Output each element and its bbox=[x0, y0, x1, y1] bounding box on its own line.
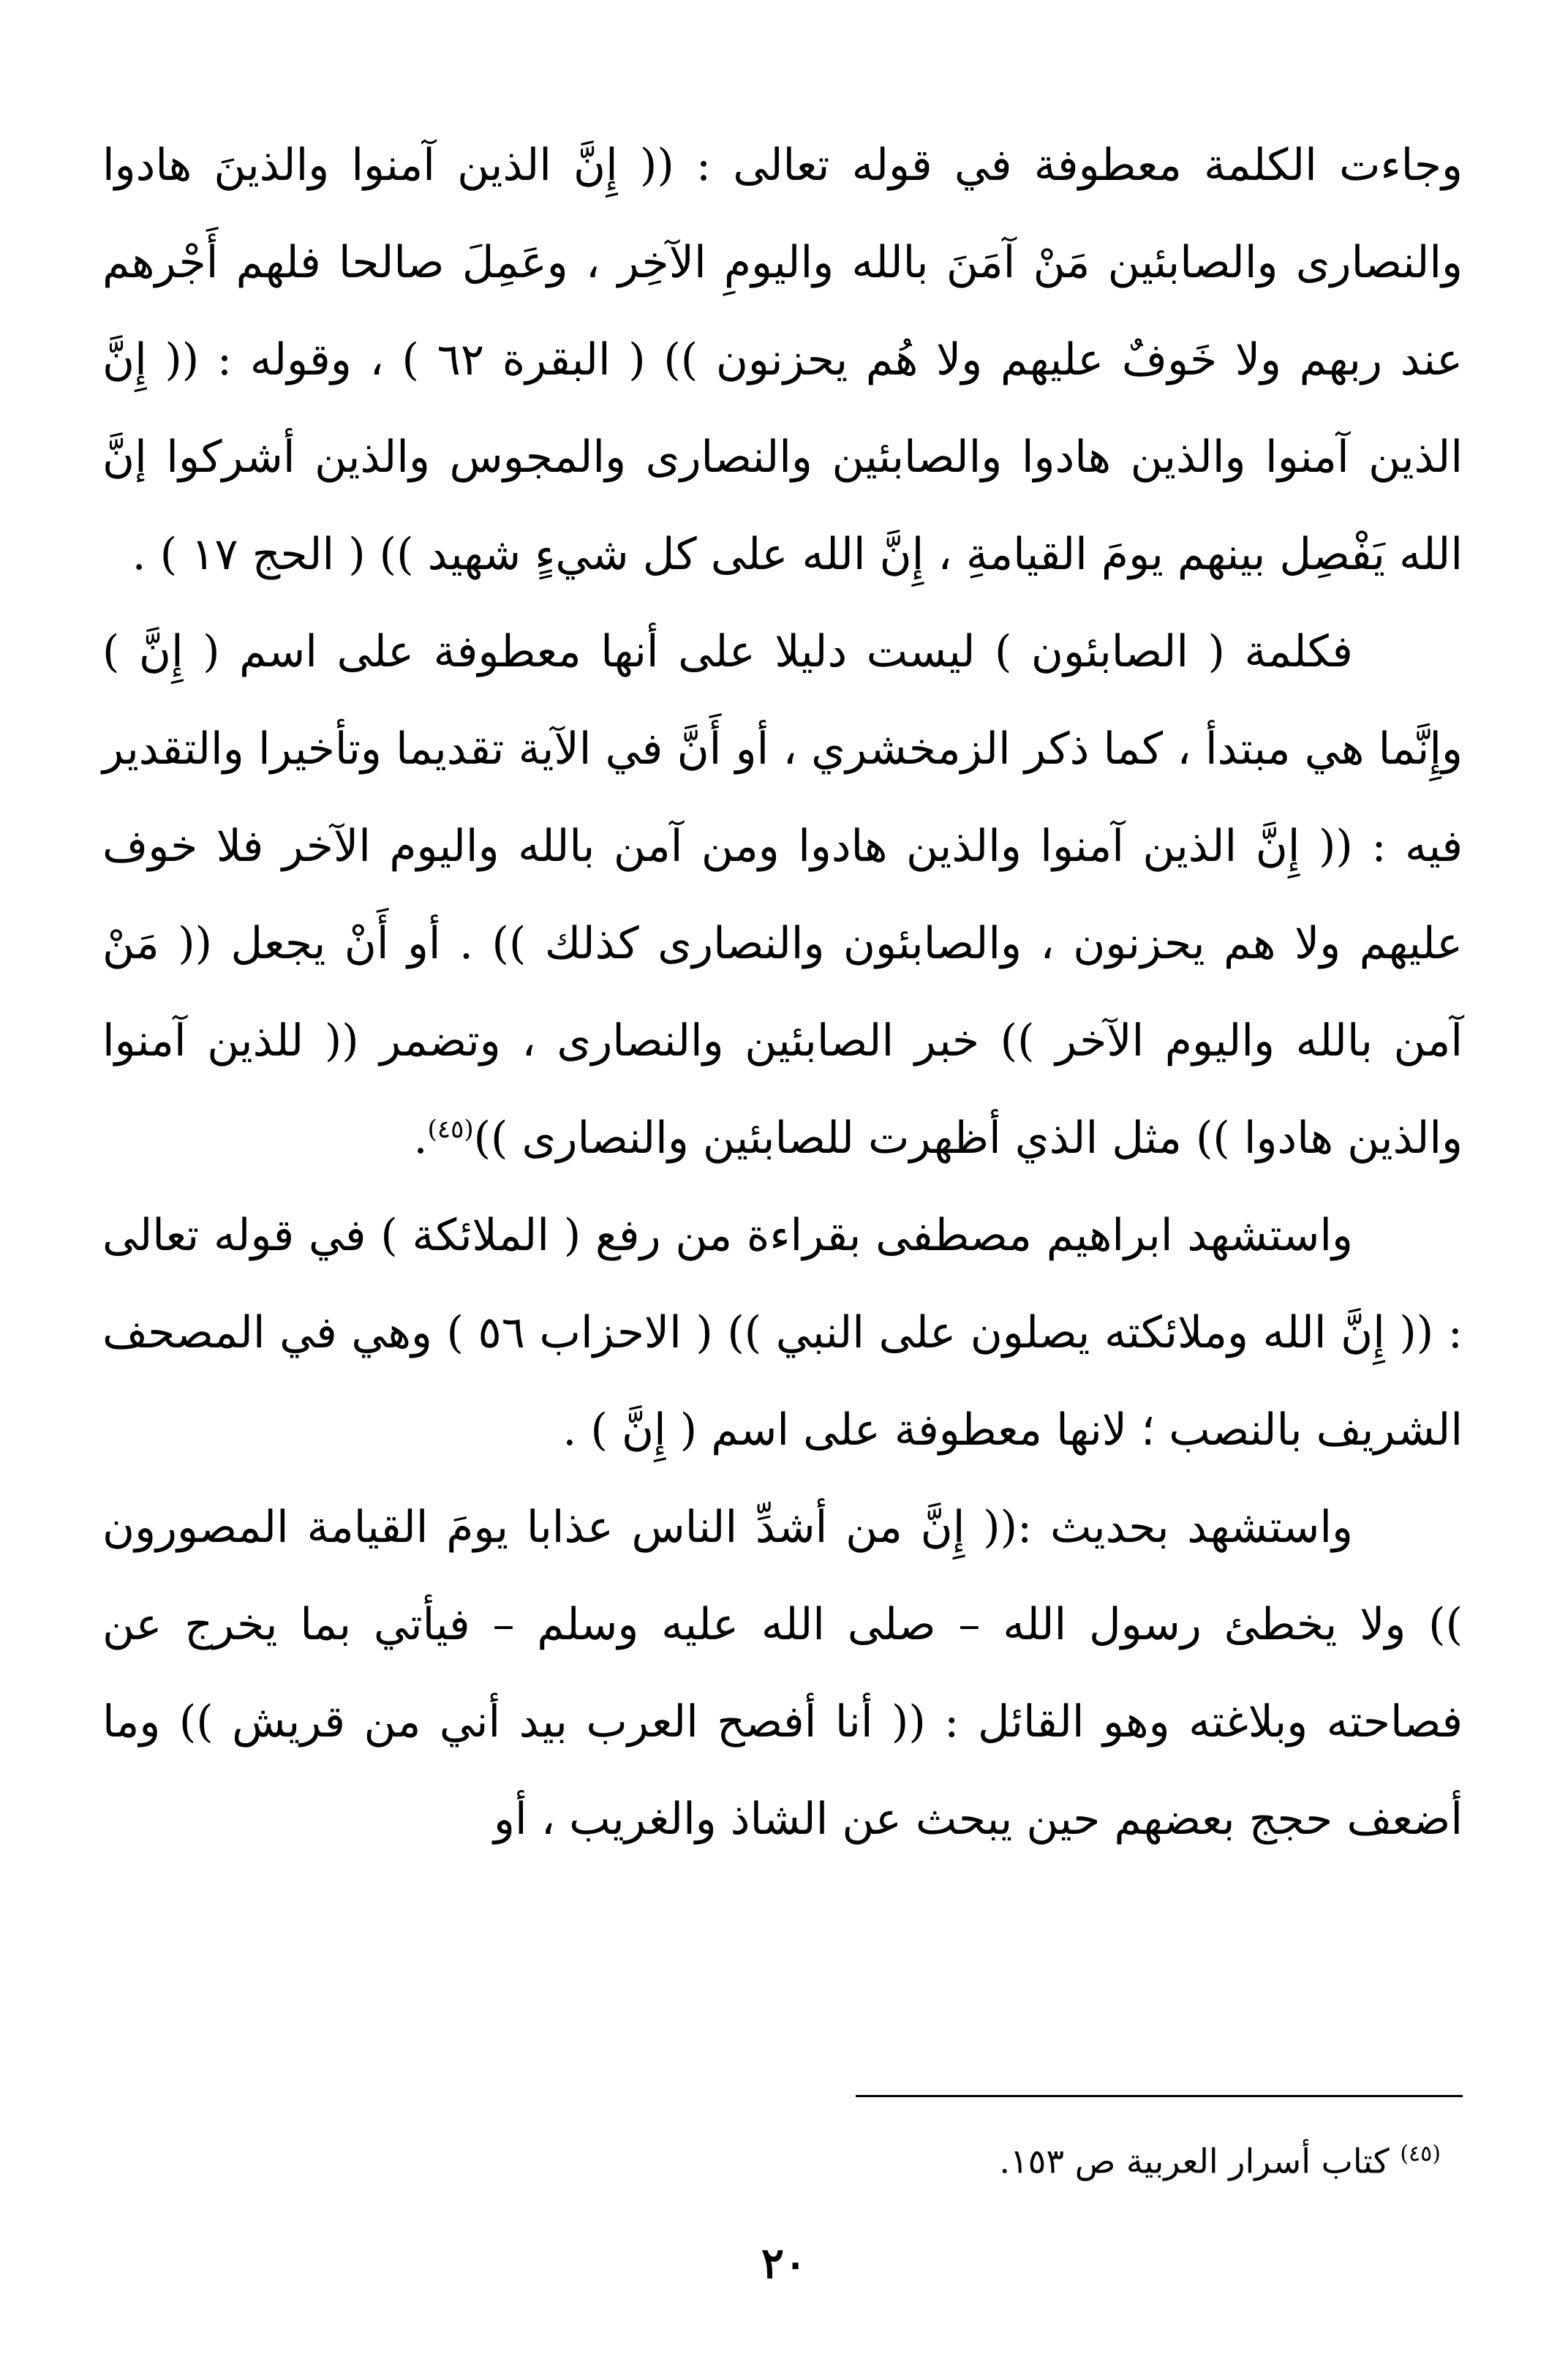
footnote-marker: (٤٥) bbox=[1400, 2141, 1441, 2167]
page-body bbox=[102, 117, 1463, 1868]
footnote-text: كتاب أسرار العربية ص ١٥٣. bbox=[999, 2141, 1390, 2181]
paragraph-1: وجاءت الكلمة معطوفة في قوله تعالى : (( إِنَّ الذين آمنوا والذينَ هادوا والنصارى والصابئين مَنْ آمَنَ بالله واليومِ الآخِر ، وعَمِلَ صالحا فلهم أَجْرهم عند ربهم ولا خَوفٌ عليهم ولا هُم يحزنون )) ( البقرة ٦٢ ) ، وقوله : (( إِنَّ الذين آمنوا والذين هادوا والصابئين والنصارى والمجوس والذين أشركوا إنَّ الله يَفْصِل بينهم يومَ القيامةِ ، إِنَّ الله على كل شيءٍ شهيد )) ( الحج ١٧ ) . bbox=[102, 140, 1463, 580]
paragraph-2-text: فكلمة ( الصابئون ) ليست دليلا على أنها معطوفة على اسم ( إِنَّ ) وإِنَّما هي مبتدأ ، كما ذكر الزمخشري ، أو أَنَّ في الآية تقديما وتأخيرا والتقدير فيه : (( إِنَّ الذين آمنوا والذين هادوا ومن آمن بالله واليوم الآخر فلا خوف عليهم ولا هم يحزنون ، والصابئون والنصارى كذلك )) . أو أَنْ يجعل (( مَنْ آمن بالله واليوم الآخر )) خبر الصابئين والنصارى ، وتضمر (( للذين آمنوا والذين هادوا )) مثل الذي أظهرت للصابئين والنصارى )) bbox=[102, 626, 1463, 1164]
paragraph-2: فكلمة ( الصابئون ) ليست دليلا على أنها معطوفة على اسم ( إِنَّ ) وإِنَّما هي مبتدأ ، كما ذكر الزمخشري ، أو أَنَّ في الآية تقديما وتأخيرا والتقدير فيه : (( إِنَّ الذين آمنوا والذين هادوا ومن آمن بالله واليوم الآخر فلا خوف عليهم ولا هم يحزنون ، والصابئون والنصارى كذلك )) . أو أَنْ يجعل (( مَنْ آمن بالله واليوم الآخر )) خبر الصابئين والنصارى ، وتضمر (( للذين آمنوا والذين هادوا )) مثل الذي أظهرت للصابئين والنصارى ))$^{(٤٥)}$. bbox=[102, 626, 1463, 1164]
footnote-reference: (٤٥) bbox=[427, 1115, 474, 1144]
footnote-divider bbox=[856, 2095, 1463, 2097]
page-number: ٢٠ bbox=[761, 2238, 807, 2288]
paragraph-3: واستشهد ابراهيم مصطفى بقراءة من رفع ( الملائكة ) في قوله تعالى : (( إِنَّ الله وملائكته يصلون على النبي )) ( الاحزاب ٥٦ ) وهي في المصحف الشريف بالنصب ؛ لانها معطوفة على اسم ( إِنَّ ) . bbox=[102, 1210, 1463, 1456]
footnote bbox=[102, 2125, 1441, 2190]
paragraph-4: واستشهد بحديث :(( إِنَّ من أشدِّ الناس عذابا يومَ القيامة المصورون )) ولا يخطئ رسول الله – صلى الله عليه وسلم – فيأتي بما يخرج عن فصاحته وبلاغته وهو القائل : (( أنا أفصح العرب بيد أني من قريش )) وما أضعف حجج بعضهم حين يبحث عن الشاذ والغريب ، أو bbox=[102, 1502, 1463, 1845]
